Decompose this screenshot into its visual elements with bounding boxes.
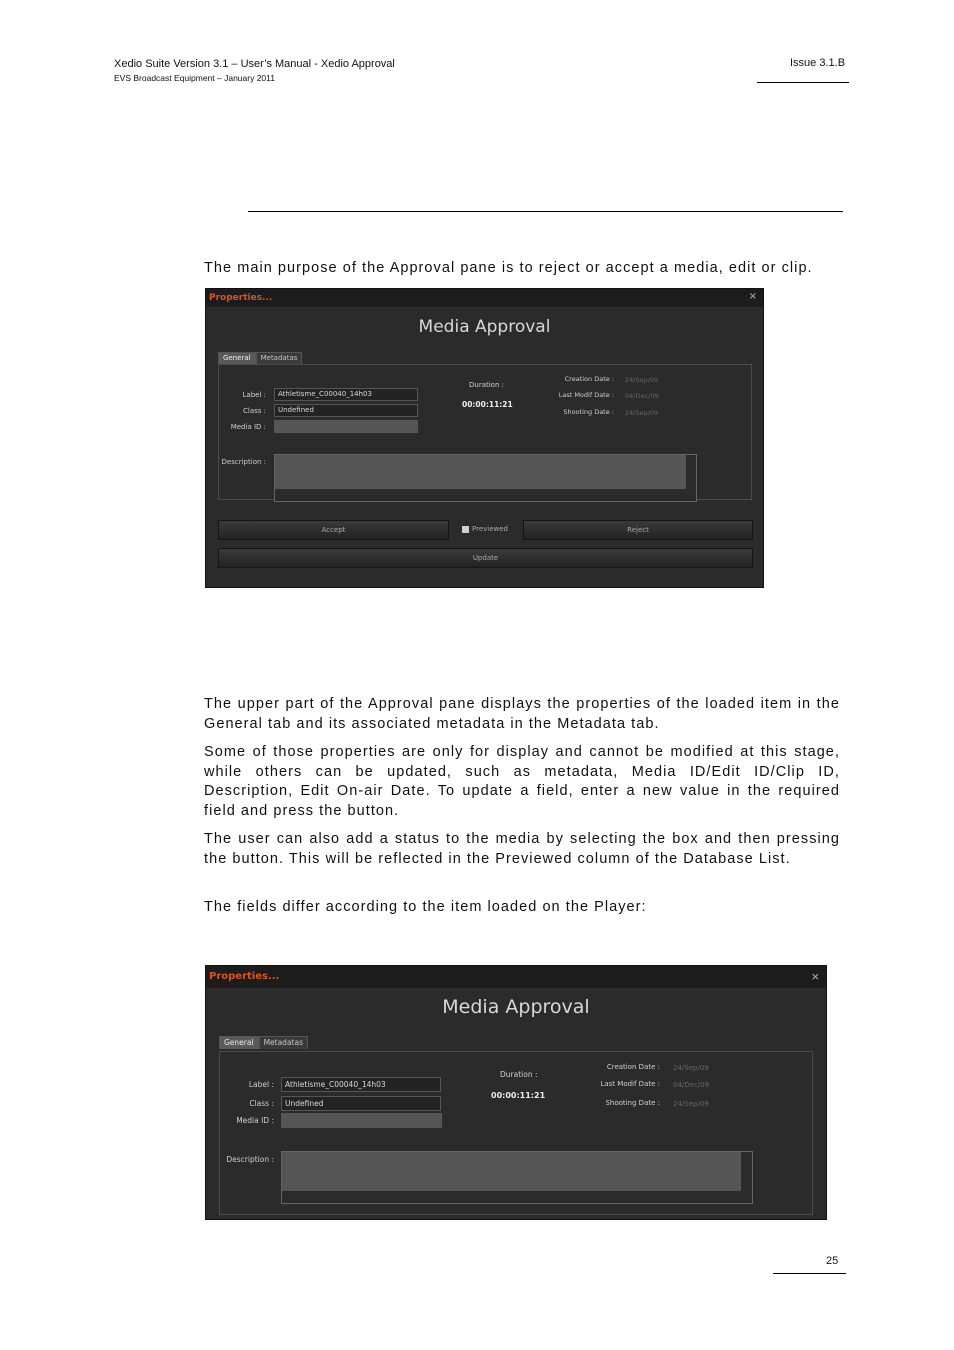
creation-date-value: 24/Sep/09 <box>673 1064 709 1072</box>
accept-button[interactable]: Accept <box>218 520 449 540</box>
window-title: Properties... <box>206 966 826 988</box>
label-field[interactable]: Athletisme_C00040_14h03 <box>281 1077 441 1092</box>
tab-bar <box>218 352 302 364</box>
modif-date-value: 04/Dec/09 <box>625 392 659 400</box>
label-label: Label : <box>248 1080 274 1089</box>
description-field[interactable] <box>274 454 697 502</box>
tab-metadatas[interactable]: Metadatas <box>259 1036 308 1049</box>
close-icon[interactable]: × <box>748 291 757 302</box>
modif-date-label: Last Modif Date : <box>558 391 614 399</box>
previewed-label: Previewed <box>472 525 508 533</box>
reject-button[interactable]: Reject <box>523 520 753 540</box>
document-title: Xedio Suite Version 3.1 – User’s Manual - Xedio Approval <box>114 58 395 70</box>
tab-general[interactable]: General <box>218 352 256 364</box>
shooting-date-value: 24/Sep/09 <box>673 1100 709 1108</box>
shooting-date-value: 24/Sep/09 <box>625 409 659 417</box>
modif-date-label: Last Modif Date : <box>600 1080 660 1088</box>
window-heading: Media Approval <box>442 996 590 1018</box>
update-button[interactable]: Update <box>218 548 753 568</box>
class-label: Class : <box>249 1099 274 1108</box>
checkbox-icon <box>462 526 469 533</box>
description-text-area <box>275 455 686 489</box>
properties-window-2 <box>205 965 827 1220</box>
class-label: Class : <box>243 407 266 415</box>
media-id-field[interactable] <box>274 420 418 433</box>
footer-rule <box>773 1273 846 1274</box>
paragraph-fields: The fields differ according to the item loaded on the Player: <box>204 899 647 915</box>
tab-bar <box>219 1036 308 1049</box>
header-rule <box>757 82 849 83</box>
paragraph-general-tab: The upper part of the Approval pane displays the properties of the loaded item in the General tab and its associated metadata in the Metadata tab. <box>204 696 840 732</box>
intro-paragraph: The main purpose of the Approval pane is to reject or accept a media, edit or clip. <box>204 260 813 276</box>
media-id-label: Media ID : <box>230 423 266 431</box>
paragraph-properties: Some of those properties are only for display and cannot be modified at this stage, while others can be updated, such as metadata, Media ID/Edit ID/Clip ID, Description, Edit On-air Date. To update a field, enter a new value in the required field and press the button. <box>204 744 840 819</box>
duration-value: 00:00:11:21 <box>462 400 513 409</box>
class-field[interactable]: Undefined <box>274 404 418 417</box>
modif-date-value: 04/Dec/09 <box>673 1081 710 1089</box>
label-field[interactable]: Athletisme_C00040_14h03 <box>274 388 418 401</box>
description-label: Description : <box>221 458 266 466</box>
media-id-label: Media ID : <box>236 1116 274 1125</box>
running-header <box>114 57 395 85</box>
previewed-checkbox[interactable] <box>462 525 508 533</box>
tab-general[interactable]: General <box>219 1036 259 1049</box>
window-title: Properties... <box>206 289 763 307</box>
section-rule <box>248 211 843 212</box>
page-number: 25 <box>826 1255 839 1267</box>
properties-window-1 <box>205 288 764 588</box>
media-id-field[interactable] <box>281 1113 442 1128</box>
creation-date-value: 24/Sep/09 <box>625 376 659 384</box>
description-label: Description : <box>226 1155 274 1164</box>
tab-metadatas[interactable]: Metadatas <box>256 352 303 364</box>
paragraph-previewed-status: The user can also add a status to the media by selecting the box and then pressing the button. This will be reflected in the Previewed column of the Database List. <box>204 831 840 867</box>
duration-label: Duration : <box>469 381 504 389</box>
shooting-date-label: Shooting Date : <box>605 1099 660 1107</box>
label-label: Label : <box>242 391 266 399</box>
duration-label: Duration : <box>500 1070 538 1079</box>
description-text-area <box>282 1152 741 1191</box>
creation-date-label: Creation Date : <box>606 1063 660 1071</box>
document-subtitle: EVS Broadcast Equipment – January 2011 <box>114 73 275 83</box>
shooting-date-label: Shooting Date : <box>563 408 614 416</box>
duration-value: 00:00:11:21 <box>491 1091 546 1100</box>
close-icon[interactable]: × <box>810 970 820 983</box>
issue-number: Issue 3.1.B <box>790 57 846 69</box>
window-heading: Media Approval <box>418 317 551 337</box>
class-field[interactable]: Undefined <box>281 1096 441 1111</box>
description-field[interactable] <box>281 1151 753 1204</box>
creation-date-label: Creation Date : <box>564 375 614 383</box>
